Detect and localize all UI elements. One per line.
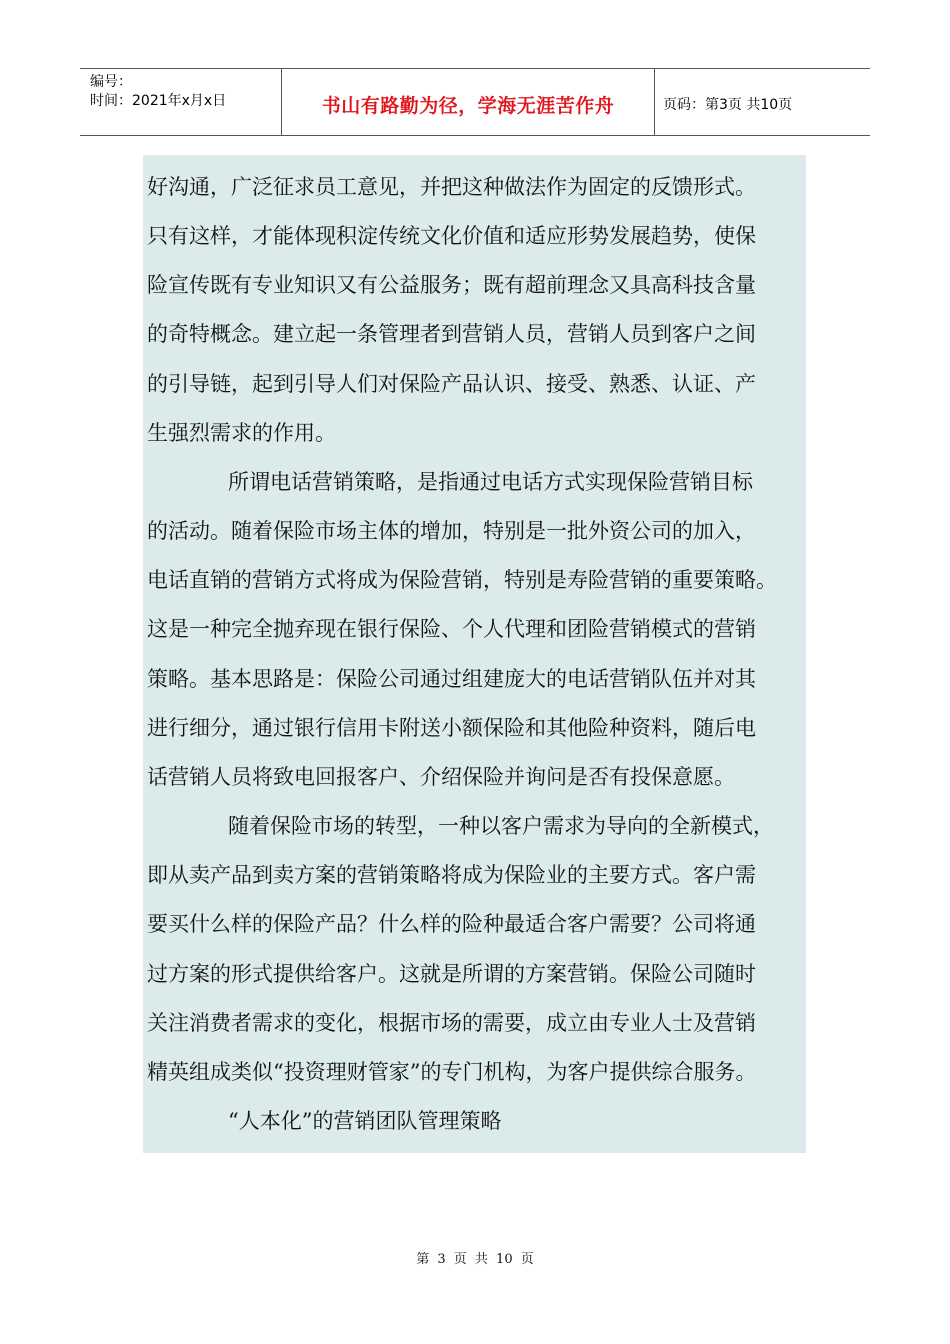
paragraph-start-line: 所谓电话营销策略，是指通过电话方式实现保险营销目标 (228, 470, 753, 494)
body-line: 生强烈需求的作用。 (147, 421, 336, 445)
body-line: 即从卖产品到卖方案的营销策略将成为保险业的主要方式。客户需 (147, 863, 756, 887)
body-line: 的活动。随着保险市场主体的增加，特别是一批外资公司的加入， (147, 519, 756, 543)
page-footer (0, 1248, 950, 1267)
footer-page-number: 第 3 页 共 10 页 (416, 1252, 534, 1267)
body-line: 要买什么样的保险产品？什么样的险种最适合客户需要？公司将通 (147, 912, 756, 936)
header-motto-cell (282, 69, 655, 135)
body-line: 精英组成类似“投资理财管家”的专门机构，为客户提供综合服务。 (147, 1060, 757, 1084)
body-line: 的奇特概念。建立起一条管理者到营销人员，营销人员到客户之间 (147, 322, 756, 346)
section-heading: “人本化”的营销团队管理策略 (228, 1109, 502, 1133)
body-line: 话营销人员将致电回报客户、介绍保险并询问是否有投保意愿。 (147, 765, 735, 789)
body-line: 好沟通，广泛征求员工意见，并把这种做法作为固定的反馈形式。 (147, 175, 756, 199)
body-line: 策略。基本思路是：保险公司通过组建庞大的电话营销队伍并对其 (147, 667, 756, 691)
paragraph-start-line: 随着保险市场的转型，一种以客户需求为导向的全新模式， (228, 814, 774, 838)
motto-text: 书山有路勤为径，学海无涯苦作舟 (321, 94, 615, 117)
body-line: 的引导链，起到引导人们对保险产品认识、接受、熟悉、认证、产 (147, 372, 756, 396)
body-line: 只有这样，才能体现积淀传统文化价值和适应形势发展趋势，使保 (147, 224, 756, 248)
body-text-panel (143, 155, 806, 1153)
body-line: 这是一种完全抛弃现在银行保险、个人代理和团险营销模式的营销 (147, 617, 756, 641)
page-header (80, 68, 870, 136)
body-line: 进行细分，通过银行信用卡附送小额保险和其他险种资料，随后电 (147, 716, 756, 740)
body-line: 过方案的形式提供给客户。这就是所谓的方案营销。保险公司随时 (147, 962, 756, 986)
body-line: 险宣传既有专业知识又有公益服务；既有超前理念又具高科技含量 (147, 273, 756, 297)
header-meta-cell (80, 69, 282, 135)
serial-number-label: 编号： (90, 74, 132, 90)
body-line: 电话直销的营销方式将成为保险营销，特别是寿险营销的重要策略。 (147, 568, 777, 592)
date-label: 时间：2021年x月x日 (90, 93, 227, 109)
header-page-cell (655, 69, 870, 135)
header-page-number: 页码：第3页 共10页 (663, 97, 793, 113)
body-line: 关注消费者需求的变化，根据市场的需要，成立由专业人士及营销 (147, 1011, 756, 1035)
